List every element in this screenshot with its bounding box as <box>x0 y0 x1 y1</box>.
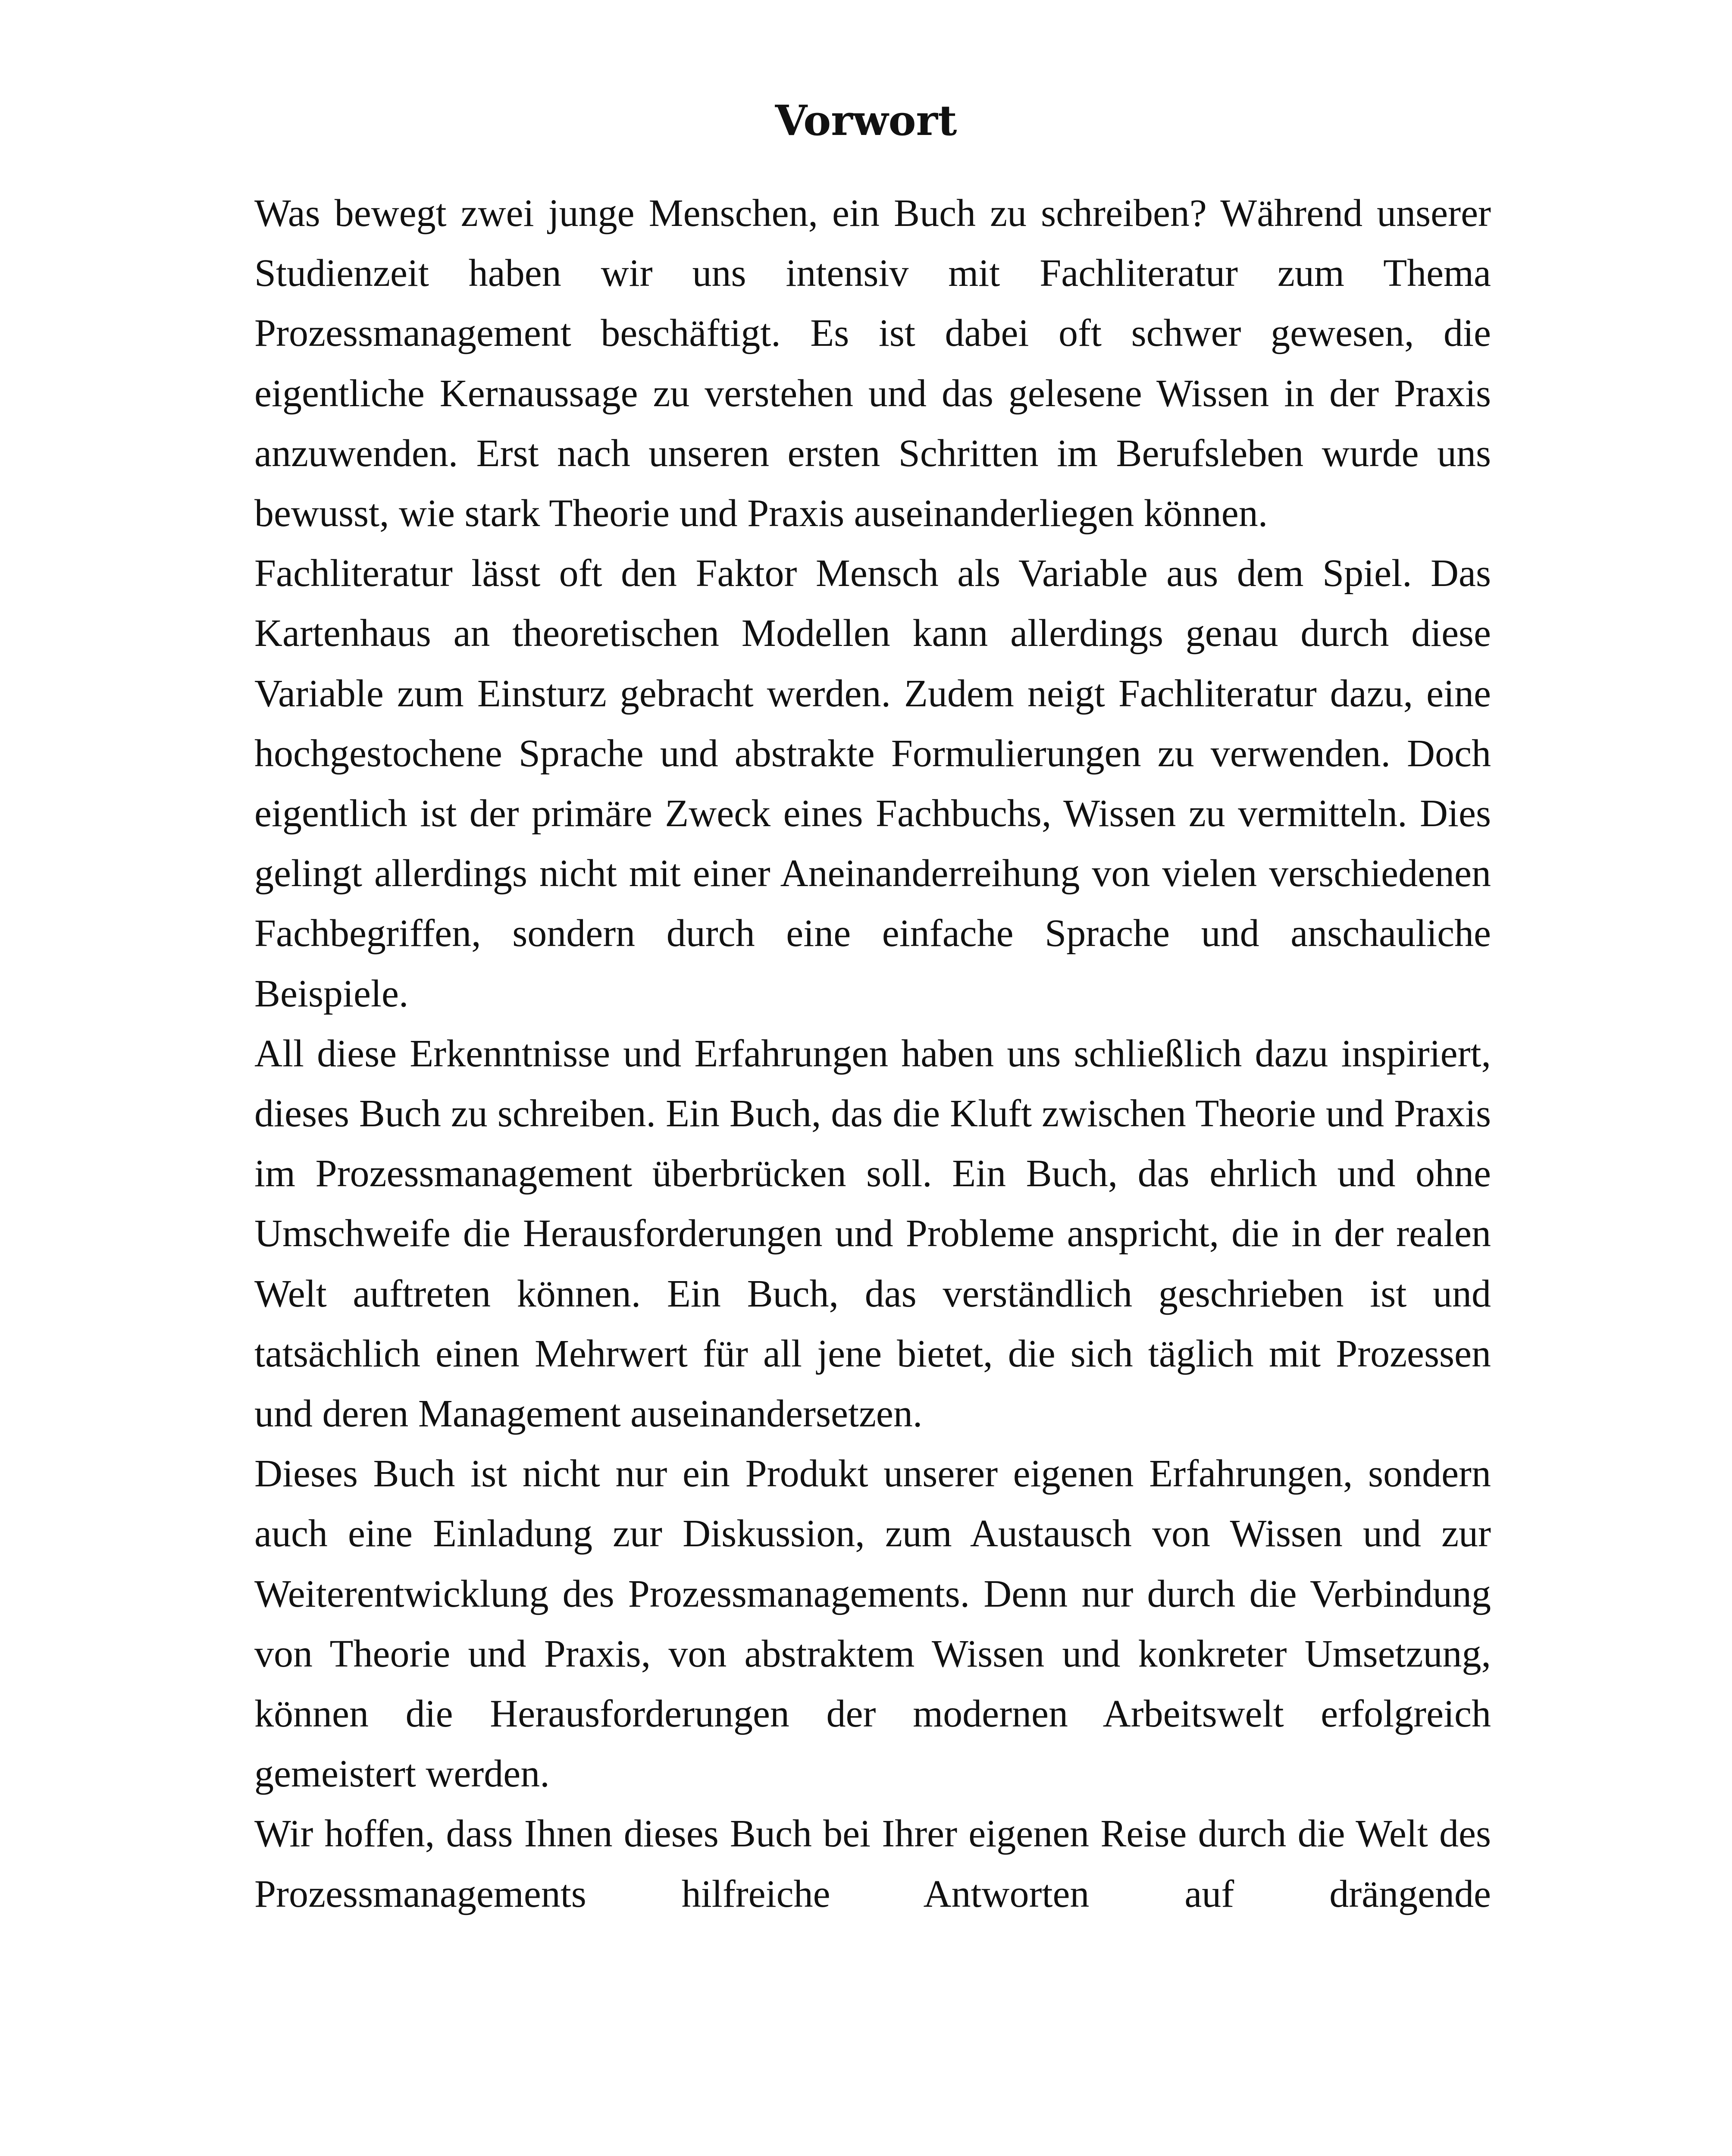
paragraph: All diese Erkenntnisse und Erfahrungen haben uns schließlich dazu inspiriert, dieses Buch zu schreiben. Ein Buch, das die Kluft zwischen Theorie und Praxis im Prozessmanagement überbrücken soll. Ein Buch, das ehrlich und ohne Umschweife die Herausforderungen und Probleme anspricht, die in der realen Welt auftreten können. Ein Buch, das verständlich geschrieben ist und tatsächlich einen Mehrwert für all jene bietet, die sich täglich mit Prozessen und deren Management auseinandersetzen. <box>254 1032 1491 1435</box>
paragraph: Fachliteratur lässt oft den Faktor Mensch als Variable aus dem Spiel. Das Kartenhaus an theoretischen Modellen kann allerdings genau durch diese Variable zum Einsturz gebracht werden. Zudem neigt Fachliteratur dazu, eine hochgestochene Sprache und abstrakte Formulierungen zu verwenden. Doch eigentlich ist der primäre Zweck eines Fachbuchs, Wissen zu vermitteln. Dies gelingt allerdings nicht mit einer Aneinanderreihung von vielen verschiedenen Fachbegriffen, sondern durch eine einfache Sprache und anschauliche Beispiele. <box>254 552 1491 1015</box>
body-text <box>254 183 1491 1924</box>
paragraph: Dieses Buch ist nicht nur ein Produkt unserer eigenen Erfahrungen, sondern auch eine Einladung zur Diskussion, zum Austausch von Wissen und zur Weiterentwicklung des Prozessmanagements. Denn nur durch die Verbindung von Theorie und Praxis, von abstraktem Wissen und konkreter Umsetzung, können die Herausforderungen der modernen Arbeitswelt erfolgreich gemeistert werden. <box>254 1452 1491 1796</box>
paragraph: Wir hoffen, dass Ihnen dieses Buch bei Ihrer eigenen Reise durch die Welt des Prozessmanagements hilfreiche Antworten auf drängende <box>254 1812 1491 1915</box>
paragraph: Was bewegt zwei junge Menschen, ein Buch zu schreiben? Während unserer Studienzeit haben wir uns intensiv mit Fachliteratur zum Thema Prozessmanagement beschäftigt. Es ist dabei oft schwer gewesen, die eigentliche Kernaussage zu verstehen und das gelesene Wissen in der Praxis anzuwenden. Erst nach unseren ersten Schritten im Berufsleben wurde uns bewusst, wie stark Theorie und Praxis auseinanderliegen können. <box>254 192 1491 535</box>
page-title: Vorwort <box>775 96 957 145</box>
